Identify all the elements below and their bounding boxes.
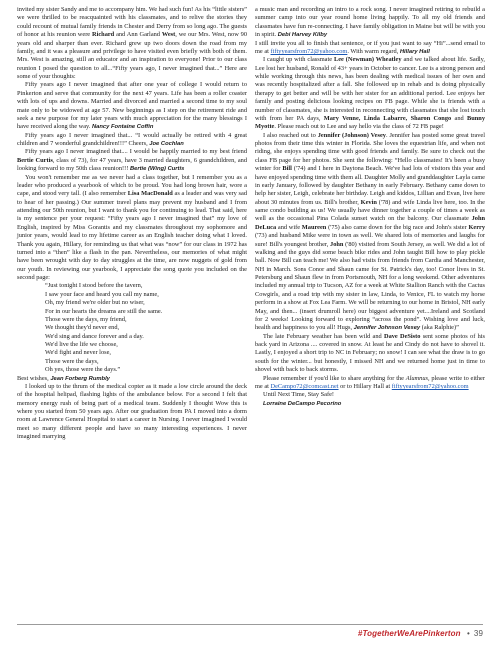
- paragraph: [17, 383, 247, 442]
- poem-line: For in our hearts the dreams are still the same.: [45, 307, 163, 315]
- text: Fifty years ago I never imagined that.... I would be happily married to my best friend: [25, 148, 247, 156]
- poem-line: We'd sing and dance forever and a day.: [45, 332, 144, 340]
- text: , class of 73), for 47 years, have 3 married daughters, 6 grandchildren, and looking forward to my 50th class reunion!!!: [17, 156, 247, 173]
- name: Bertie Curtis: [17, 156, 53, 164]
- text: ('80) visited from South Jersey, as well. We did a lot of walking and the guys did some beach bike rides and John taught Bill how to play pickle ball. Now Bill can teach me! We also had visits from friends from Cardia and Manchester, NH in March. Sons Conor and Shaun came for St. Patrick's day, too! Conor lives in St. Petersburg and Shaun flew in from Portsmouth, NH for a long weekend. Other adventures included my annual trip to Tucson, AZ for a week at White Stallion Ranch with the Cactus Cowgirls, and a road trip with my sister in law, Linda, to Venice, FL to watch my horse perform in a show at Fox Lea Farm. We will be returning to our home in Bristol, NH early May, and then... (insert drumroll here) our biggest adventure yet....Ireland and Scotland for 2 weeks! Looking forward to exploring “across the pond”. Wishing love and luck, health and happiness to you all! Hugs,: [255, 240, 485, 332]
- email-link[interactable]: fiftyyearsfrom72@yahoo.com: [391, 382, 469, 390]
- text: ('73) and husband Mike were in town as well. We shared lots of memories and laughs for sure! Bill's youngest brother,: [255, 232, 485, 248]
- paragraph: [255, 375, 485, 392]
- name: Bill: [282, 165, 292, 173]
- signature: Nancy Fontaine Coffin: [91, 124, 154, 131]
- text: and we talked about life. Sadly, Lee lost her husband, Ronald of 43+ years in October to cancer. Lee is a strong person and while working through this news, has been dealing with medical issues of her own and was recently hospitalized after a fall. She followed up in rehab and is doing physically therapy to get better and will be with her sister for an additional period. Lee enjoys her family and posting delicious looking recipes on FB page. While she is friends with a number of classmates, she is interested in reconnecting with classmates that she lost touch with from her PA days,: [255, 56, 485, 122]
- paragraph: [17, 174, 247, 283]
- name: Bunny Myotte: [255, 114, 485, 131]
- name: Kerry: [468, 223, 485, 231]
- text: ('74) and I here in Daytona Beach. We've had lots of visitors this year and have enjoyed spending time with them all. Daughter Molly and granddaughter Layla came in early January, followed by daughter Bethany in early February. Bethany came down to help her sister, Leigh, celebrate her birthday. Leigh and kiddos, Lillian and Evan, live here about 30 minutes from us. Bill's brother,: [255, 165, 485, 206]
- paragraph: [255, 333, 485, 375]
- text: . Jennifer has posted some great travel photos from their time this winter in Florida. She loves the equestrian life, and when not riding, she enjoys spending time with good friends and family. Be sure to check out the class FB page for her photos. She sent the following: “Hello classmates! It's been a busy winter for: [255, 131, 486, 173]
- text: (aka Ralphie)”: [420, 324, 459, 332]
- paragraph: [255, 132, 485, 333]
- name: John: [330, 240, 344, 248]
- footer-text: [358, 629, 483, 638]
- poem-line: We'd fight and never lose,: [45, 349, 111, 357]
- name: Lee (Newman) Wheatley: [334, 56, 402, 64]
- name: Mary Venne, Linda Labarre, Sharon Congo: [323, 114, 452, 122]
- paragraph: [17, 6, 247, 81]
- poem-line: We thought they'd never end,: [45, 324, 120, 332]
- paragraph: [255, 40, 485, 57]
- text: , we our Mrs. West, now 90 years old and sharper than ever. Richard grew up two doors down the road from my family, and it was a pleasure and privilege to have visited even briefly with both of them. Mrs. West is amazing, still an educator and an inspiration to everyone! Prior to our class reunion I posed the question to all...“Fifty years ago, I never imagined that...” Here are some of your thoughts:: [17, 31, 247, 80]
- name: Maureen: [301, 223, 327, 231]
- text: or to Hillary Hall at: [338, 382, 392, 390]
- signature: Lorraine DeCampo Pecorino: [263, 400, 342, 407]
- text: . Please reach out to Lee and say hello via the class of 72 FB page!: [274, 123, 444, 131]
- paragraph: [17, 375, 247, 383]
- text: and: [451, 114, 467, 122]
- name: John DeLuca: [255, 215, 485, 231]
- poem-line: We'd live the life we choose,: [45, 341, 118, 348]
- name: West: [161, 31, 176, 39]
- paragraph: [17, 81, 247, 131]
- name: Richard: [92, 31, 115, 39]
- signature: Jean Forberg Rumbly: [50, 375, 110, 382]
- paragraph: [17, 132, 247, 149]
- text: Until Next Time, Stay Safe!: [263, 391, 335, 399]
- hashtag: #TogetherWeArePinkerton: [357, 629, 461, 638]
- name: Lisa MacDonald: [127, 190, 173, 198]
- text: ('75) also came down for the big race and John's sister: [326, 223, 469, 231]
- page-footer: [0, 624, 500, 644]
- footer-separator: •: [466, 629, 470, 638]
- text: Fifty years ago I never imagined that after one year of college I would return to Pinkerton and serve that community for the next 47 years. Life has been a roller coaster with lots of ups and downs. Married and divorced and married a second time to my soul mate only to be widowed at age 57. New beginnings as I step on the retirement ride and seek a new purpose for my later years with much appreciation for the many blessings I have received along the way.: [17, 81, 247, 131]
- text: Please remember if you'd like to share anything for the: [263, 374, 406, 382]
- text: and wife: [276, 223, 302, 231]
- signature: Jennifer Johnson Vesey: [353, 325, 421, 332]
- paragraph: [17, 148, 247, 173]
- signature: Debi Harvey Kilby: [277, 32, 328, 39]
- email-link[interactable]: DeCampo72@comcast.net: [270, 382, 339, 390]
- text: I looked up to the thrum of the medical copter as it made a low circle around the deck of the hospital helipad, flashing lights of the ambulance below. For a second I felt that memory energy rush of being part of a medical team. Suddenly I thought Wow this is where you started from 50 years ago. After our graduation from PA I moved into a dorm room at Lawrence General Hospital to start a career in Nursing. I never imagined I would meet so many different people and have so many interesting experiences. I never imagined marrying: [17, 382, 247, 441]
- poem-line: “Just tonight I stood before the tavern,: [45, 282, 143, 290]
- email-link[interactable]: fiftyyearsfrom72@yahoo.com: [270, 47, 348, 55]
- poem-line: Those were the days, my friend,: [45, 315, 127, 323]
- text: a music man and recording an intro to a rock song. I never imagined retiring to rebuild a summer camp into our year round home living happily. To all my old friends and classmates have fun re-connecting. I have family obligation in Maine but will be with you in spirit.: [255, 6, 485, 39]
- poem-line: Oh, my friend we're older but no wiser,: [45, 299, 145, 307]
- publication-name: Alumnus: [405, 374, 428, 382]
- text: Best wishes,: [17, 374, 51, 382]
- poem-line: Those were the days,: [45, 357, 99, 365]
- signature: Bertie (Wing) Curtis: [129, 166, 185, 173]
- text: The late February weather has been wild and: [263, 332, 384, 340]
- song-quote: [45, 282, 247, 374]
- poem-line: Oh yes, those were the days.”: [45, 366, 121, 374]
- name: Dave DeSisto: [383, 332, 421, 340]
- signature: Hillary Hall: [399, 48, 430, 55]
- text: and Ann Garland: [114, 31, 162, 39]
- text: , please write to either me at: [255, 374, 485, 390]
- paragraph: [255, 56, 485, 131]
- paragraph: [255, 391, 485, 399]
- text: ('78) and wife Linda live here, too. In the same condo building as us! We usually have dinner together a couple of times a week as well as the occasional Pina Colada sunset watch on the balcony. Our classmate: [255, 198, 485, 223]
- text: I also reached out to: [263, 131, 318, 139]
- signature: Joe Cochlan: [149, 141, 184, 147]
- text: . With warm regard,: [347, 47, 400, 55]
- left-column: [17, 6, 247, 442]
- paragraph: [255, 6, 485, 40]
- text: I still invite you all to finish that sentence, or if you just want to say “Hi”...send email to me at: [255, 39, 485, 55]
- text: I caught up with classmate: [263, 56, 334, 64]
- text: You won't remember me as we never had a class together, but I remember you as a leader who produced a yearbook of which to be proud. You had long brown hair, wore a cape, and stood very tall. (I also remember: [17, 173, 247, 198]
- page-number: 39: [473, 629, 483, 638]
- text: sent some photos of his back yard in Arizona .... covered in snow. At least he and Cindy do not have to shovel it. Lastly, I enjoyed a short trip to NC in February; no snow! I can see what the draw is to go south for the winter... but honestly, I missed NH and we returned home just in time to shovel with back to back storms.: [255, 332, 485, 374]
- poem-line: I saw your face and heard you call my name,: [45, 290, 159, 298]
- name: Kevin: [360, 198, 377, 206]
- right-column: [255, 6, 485, 408]
- paragraph: [255, 400, 485, 408]
- text: Fifty years ago I never imagined that... “I would actually be retired with 4 great children and 7 wonderful grandchildren!!!” Cheers,: [17, 131, 247, 147]
- text: as a leader and was very sad to hear of her passing.) Our summer travel plans may prevent my husband and I from attending our 50th reunion, but I want to thank you for continuing to lead. That said, here is my sentence per your request: “Fifty years ago I never imagined that” my love of English, inspired by Miss Gorantis and my classmates throughout my sophomore and junior years, would lead to my lifetime career as an English teacher doing what I loved. Thank you again, Hillary, for reminding us that what was “now” for our class in 1972 has turned into a “then” like a flash in the pan. Nevertheless, our memories of what might have been wrought with day to day struggles at the time, are now nuggets of gold from our youth. In reviewing our yearbook, I appreciate the song quote you included on the second page:: [17, 190, 247, 281]
- text: invited my sister Sandy and me to accompany him. We had such fun! As his “little sisters” we were thrilled to be reacquainted with his classmates, and to relive the stories they could recount of mutual family friends in Chester and Derry from so long ago. The guests of honor at his reunion were: [17, 6, 247, 39]
- name: Jennifer (Johnson) Vesey: [317, 131, 386, 139]
- footer-divider: [17, 624, 483, 625]
